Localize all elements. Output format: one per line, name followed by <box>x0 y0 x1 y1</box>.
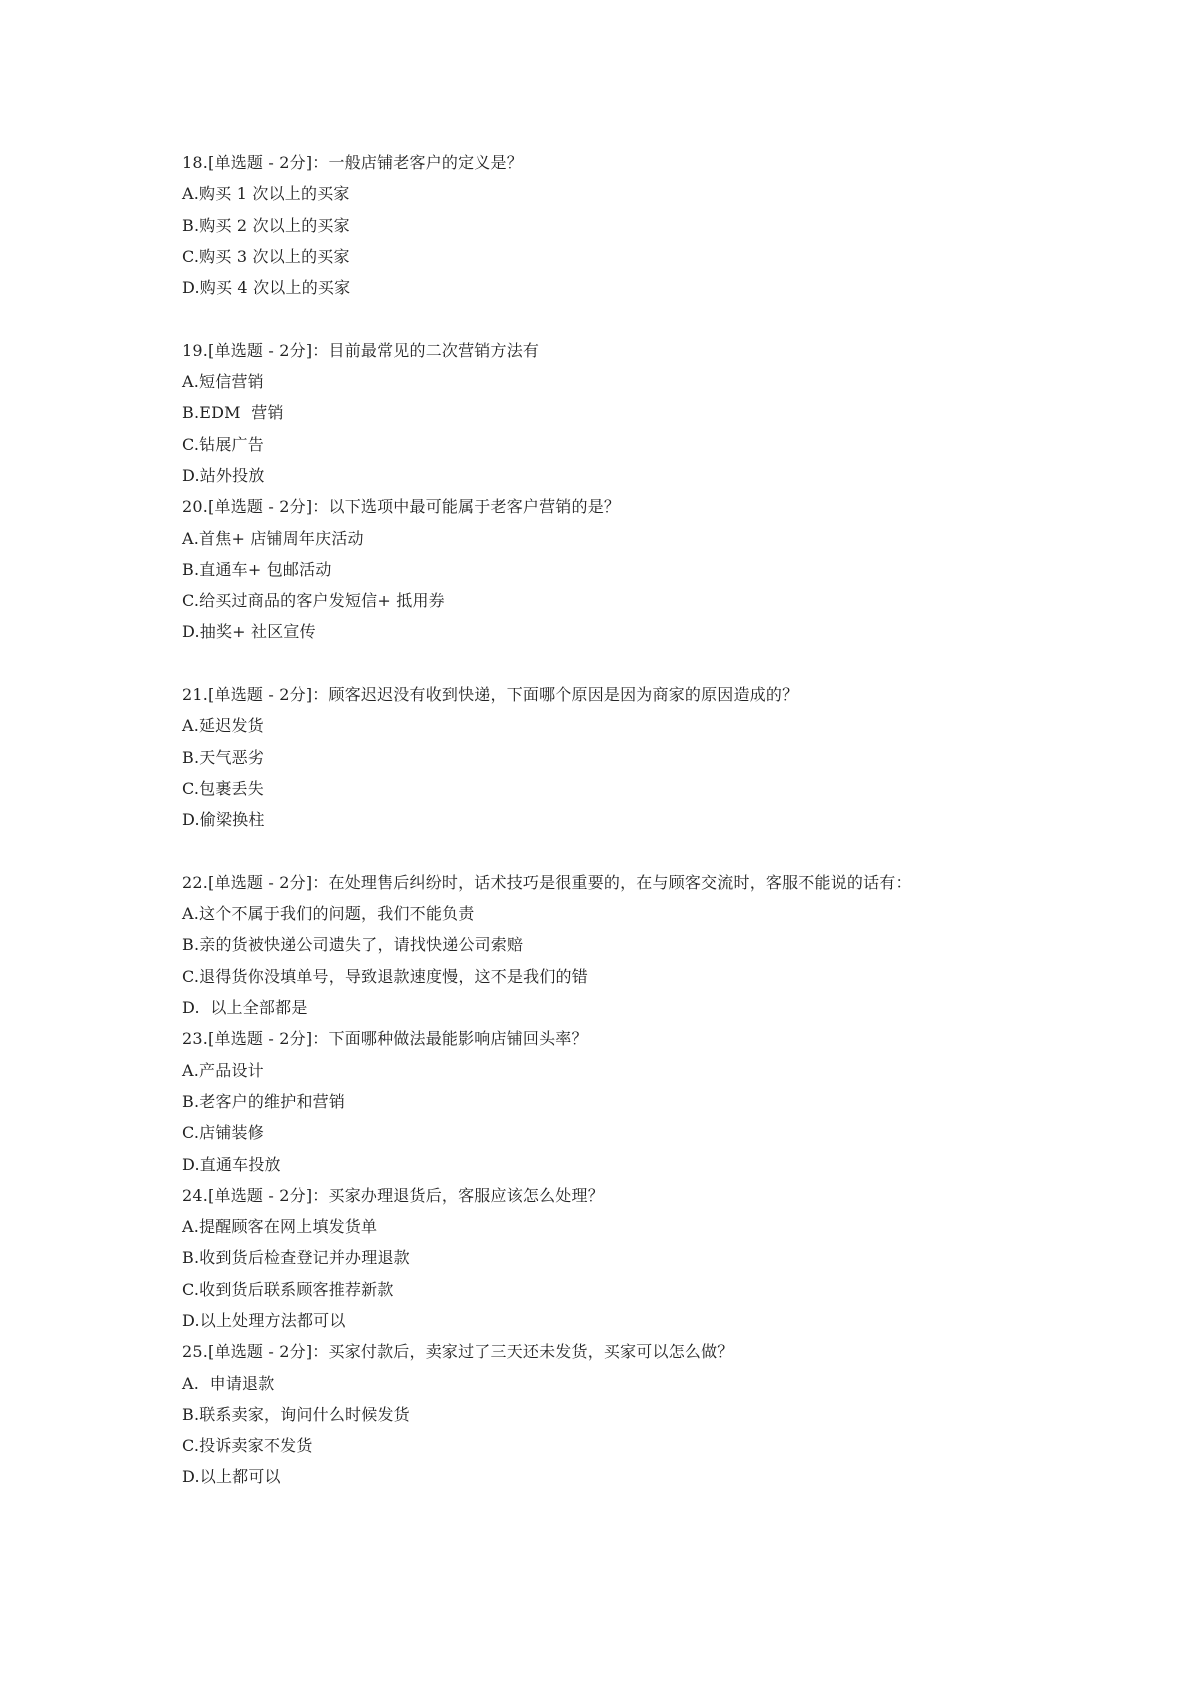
option-a: A. 申请退款 <box>182 1373 275 1393</box>
option-a: A.购买 1 次以上的买家 <box>182 184 350 204</box>
option-a: A.这个不属于我们的问题，我们不能负责 <box>182 904 475 924</box>
option-a: A.首焦+ 店铺周年庆活动 <box>182 528 364 548</box>
option-a: A.延迟发货 <box>182 716 264 736</box>
option-d: D.以上都可以 <box>182 1467 281 1487</box>
spacer <box>182 652 1082 683</box>
option-c: C.购买 3 次以上的买家 <box>182 246 350 266</box>
question-text: 21.[单选题 - 2分]：顾客迟迟没有收到快递，下面哪个原因是因为商家的原因造成的？ <box>182 685 799 705</box>
question-text: 19.[单选题 - 2分]：目前最常见的二次营销方法有 <box>182 340 540 360</box>
option-d: D.偷梁换柱 <box>182 810 265 830</box>
option-c: C.退得货你没填单号，导致退款速度慢，这不是我们的错 <box>182 966 588 986</box>
option-d: D.抽奖+ 社区宣传 <box>182 622 316 642</box>
option-c: C.店铺装修 <box>182 1123 264 1143</box>
option-d: D.站外投放 <box>182 465 265 485</box>
option-a: A.产品设计 <box>182 1060 264 1080</box>
option-b: B.EDM 营销 <box>182 403 284 423</box>
option-d: D.购买 4 次以上的买家 <box>182 278 351 298</box>
option-b: B.老客户的维护和营销 <box>182 1091 346 1111</box>
option-b: B.亲的货被快递公司遗失了，请找快递公司索赔 <box>182 935 524 955</box>
question-text: 24.[单选题 - 2分]：买家办理退货后，客服应该怎么处理？ <box>182 1185 604 1205</box>
question-text: 20.[单选题 - 2分]：以下选项中最可能属于老客户营销的是？ <box>182 497 621 517</box>
question-block-19 <box>182 339 1082 495</box>
option-c: C.投诉卖家不发货 <box>182 1436 313 1456</box>
question-text: 23.[单选题 - 2分]：下面哪种做法最能影响店铺回头率？ <box>182 1029 588 1049</box>
spacer <box>182 307 1082 338</box>
option-b: B.联系卖家，询问什么时候发货 <box>182 1404 410 1424</box>
question-text: 25.[单选题 - 2分]：买家付款后，卖家过了三天还未发货，买家可以怎么做？ <box>182 1342 734 1362</box>
option-d: D.以上处理方法都可以 <box>182 1310 346 1330</box>
option-c: C.钻展广告 <box>182 434 264 454</box>
question-block-18 <box>182 151 1082 307</box>
option-c: C.收到货后联系顾客推荐新款 <box>182 1279 394 1299</box>
option-b: B.收到货后检查登记并办理退款 <box>182 1248 410 1268</box>
question-block-21 <box>182 683 1082 839</box>
question-block-25 <box>182 1340 1082 1496</box>
question-block-22 <box>182 871 1082 1027</box>
option-d: D.直通车投放 <box>182 1154 281 1174</box>
option-d: D. 以上全部都是 <box>182 998 308 1018</box>
question-text: 18.[单选题 - 2分]：一般店铺老客户的定义是？ <box>182 153 523 172</box>
question-block-24 <box>182 1184 1082 1340</box>
question-text: 22.[单选题 - 2分]：在处理售后纠纷时，话术技巧是很重要的，在与顾客交流时，客服不能说的话有： <box>182 872 912 892</box>
spacer <box>182 840 1082 871</box>
question-list <box>182 151 1082 1497</box>
option-a: A.短信营销 <box>182 372 264 392</box>
option-c: C.包裹丢失 <box>182 778 264 798</box>
option-b: B.天气恶劣 <box>182 747 265 767</box>
option-c: C.给买过商品的客户发短信+ 抵用券 <box>182 591 445 611</box>
option-a: A.提醒顾客在网上填发货单 <box>182 1217 378 1237</box>
option-b: B.购买 2 次以上的买家 <box>182 215 350 235</box>
option-b: B.直通车+ 包邮活动 <box>182 559 332 579</box>
question-block-20 <box>182 495 1082 651</box>
question-block-23 <box>182 1027 1082 1183</box>
